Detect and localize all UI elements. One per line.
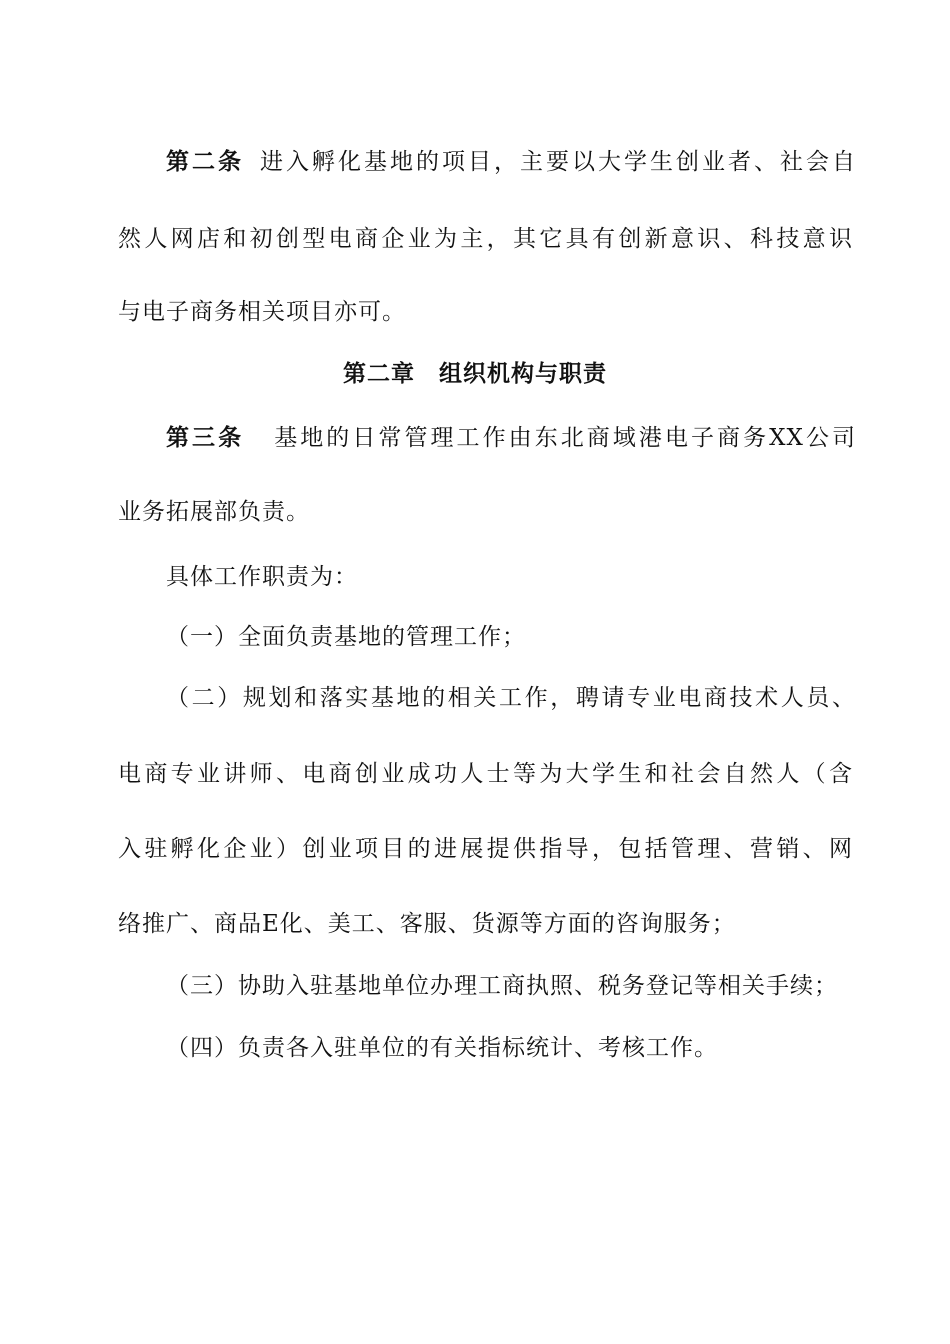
- duty-item-1: （一）全面负责基地的管理工作；: [166, 624, 526, 650]
- duty-item-4: （四）负责各入驻单位的有关指标统计、考核工作。: [166, 1035, 718, 1061]
- duty-item-3: （三）协助入驻基地单位办理工商执照、税务登记等相关手续；: [166, 973, 838, 999]
- article-3-label: 第三条: [166, 424, 245, 451]
- duty-item-2-line-4: 络推广、商品E化、美工、客服、货源等方面的咨询服务；: [118, 911, 736, 937]
- article-3-line-2: 业务拓展部负责。: [118, 499, 310, 525]
- chapter-2-label: 第二章: [343, 360, 415, 387]
- article-2-line-3: 与电子商务相关项目亦可。: [118, 299, 406, 325]
- duty-item-2-line-2: 电商专业讲师、电商创业成功人士等为大学生和社会自然人（含: [118, 761, 853, 787]
- article-2-text-1: 进入孵化基地的项目，主要以大学生创业者、社会自: [258, 149, 856, 175]
- duty-item-2-line-3: 入驻孵化企业）创业项目的进展提供指导，包括管理、营销、网: [118, 836, 853, 862]
- chapter-2-heading: [0, 359, 950, 389]
- article-2-label: 第二条: [166, 148, 244, 175]
- chapter-2-title: 组织机构与职责: [439, 360, 607, 387]
- article-3-text-1: 基地的日常管理工作由东北商域港电子商务XX公司: [272, 425, 857, 451]
- article-2-line-2: 然人网店和初创型电商企业为主，其它具有创新意识、科技意识: [118, 226, 853, 252]
- duty-item-2-line-1: （二）规划和落实基地的相关工作，聘请专业电商技术人员、: [166, 685, 856, 711]
- article-3-line-1: [166, 423, 856, 453]
- duties-intro: 具体工作职责为：: [166, 564, 358, 590]
- article-2-line-1: [166, 147, 856, 177]
